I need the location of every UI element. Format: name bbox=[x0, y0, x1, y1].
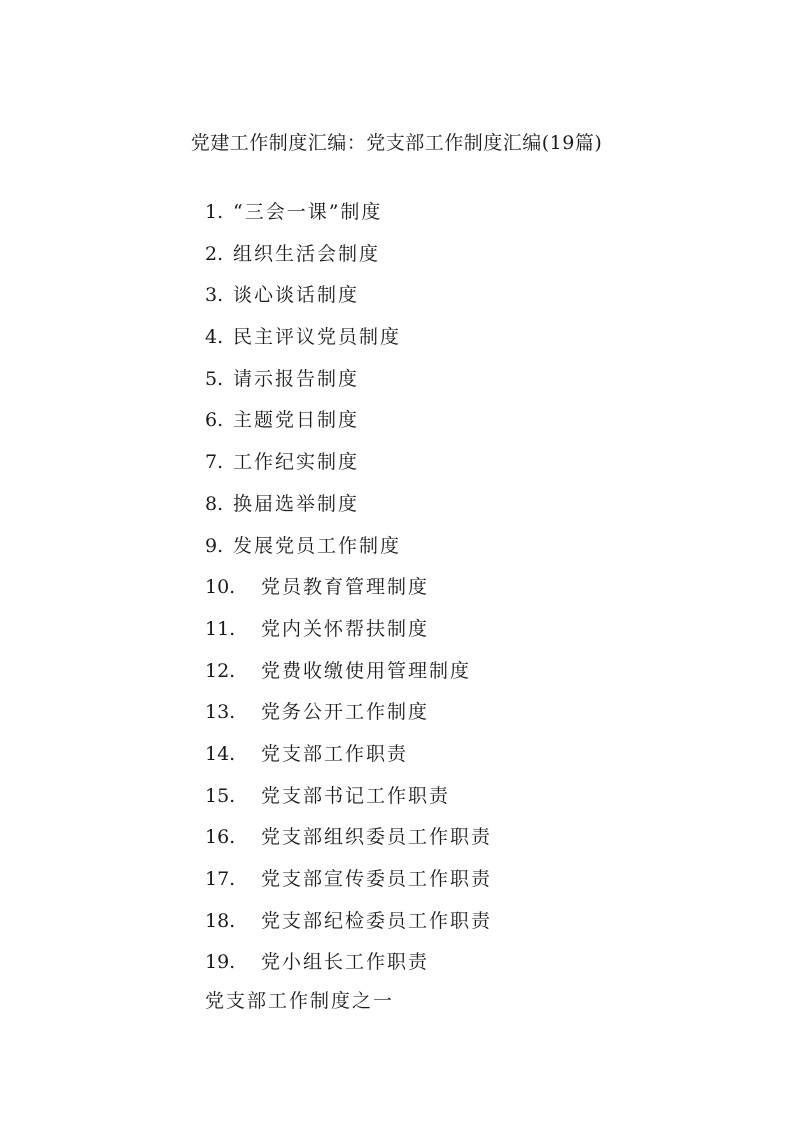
toc-item-number: 2. bbox=[205, 242, 224, 265]
toc-item-label: 谈心谈话制度 bbox=[233, 284, 360, 307]
toc-item-label: 党支部工作职责 bbox=[261, 742, 409, 765]
toc-item-number: 17. bbox=[205, 868, 236, 890]
toc-item-label: 党员教育管理制度 bbox=[261, 576, 430, 599]
toc-item bbox=[205, 404, 492, 446]
toc-item-label: 工作纪实制度 bbox=[233, 451, 360, 474]
toc-item bbox=[205, 696, 492, 738]
toc-item-label: 党务公开工作制度 bbox=[261, 701, 430, 724]
toc-item-label: 党支部书记工作职责 bbox=[261, 784, 451, 807]
toc-item-number: 13. bbox=[205, 701, 236, 724]
toc-item-label: 党费收缴使用管理制度 bbox=[261, 659, 472, 682]
toc-item-number: 10. bbox=[205, 576, 236, 599]
toc-item-number: 1. bbox=[205, 201, 224, 223]
toc-item bbox=[205, 780, 492, 822]
toc-item-label: 发展党员工作制度 bbox=[233, 534, 402, 557]
toc-item bbox=[205, 321, 492, 363]
toc-item-number: 9. bbox=[205, 534, 224, 557]
toc-item-number: 15. bbox=[205, 784, 236, 807]
toc-item-label: 党支部纪检委员工作职责 bbox=[261, 909, 493, 932]
document-title: 党建工作制度汇编：党支部工作制度汇编(19篇) bbox=[190, 132, 603, 154]
toc-item bbox=[205, 238, 492, 280]
toc-item-label: 民主评议党员制度 bbox=[233, 326, 402, 349]
toc-item bbox=[205, 821, 492, 863]
toc-item-number: 5. bbox=[205, 367, 224, 390]
toc-item bbox=[205, 738, 492, 780]
toc-item bbox=[205, 488, 492, 530]
toc-item bbox=[205, 655, 492, 697]
toc-item-number: 8. bbox=[205, 492, 224, 515]
toc-item-label: 党内关怀帮扶制度 bbox=[261, 617, 430, 640]
toc-item-label: 党支部宣传委员工作职责 bbox=[261, 868, 493, 890]
section-heading: 党支部工作制度之一 bbox=[205, 990, 395, 1012]
toc-item bbox=[205, 530, 492, 572]
toc-item-label: 请示报告制度 bbox=[233, 367, 360, 390]
toc-item bbox=[205, 279, 492, 321]
toc-item bbox=[205, 571, 492, 613]
toc-item-number: 18. bbox=[205, 909, 236, 932]
toc-item-number: 11. bbox=[205, 617, 236, 640]
toc-item-number: 3. bbox=[205, 284, 224, 307]
toc-item-label: “三会一课”制度 bbox=[233, 201, 383, 223]
table-of-contents bbox=[205, 196, 492, 988]
toc-item bbox=[205, 863, 492, 905]
toc-item-label: 党支部组织委员工作职责 bbox=[261, 826, 493, 849]
toc-item-label: 换届选举制度 bbox=[233, 492, 360, 515]
toc-item-number: 14. bbox=[205, 742, 236, 765]
toc-item-label: 组织生活会制度 bbox=[233, 242, 381, 265]
toc-item-number: 16. bbox=[205, 826, 236, 849]
toc-item bbox=[205, 946, 492, 988]
toc-item-label: 党小组长工作职责 bbox=[261, 951, 430, 974]
toc-item-number: 6. bbox=[205, 409, 224, 432]
toc-item-number: 4. bbox=[205, 326, 224, 349]
toc-item-label: 主题党日制度 bbox=[233, 409, 360, 432]
toc-item bbox=[205, 196, 492, 238]
toc-item bbox=[205, 613, 492, 655]
toc-item bbox=[205, 363, 492, 405]
toc-item bbox=[205, 446, 492, 488]
toc-item-number: 12. bbox=[205, 659, 236, 682]
toc-item bbox=[205, 905, 492, 947]
toc-item-number: 7. bbox=[205, 451, 224, 474]
toc-item-number: 19. bbox=[205, 951, 236, 974]
